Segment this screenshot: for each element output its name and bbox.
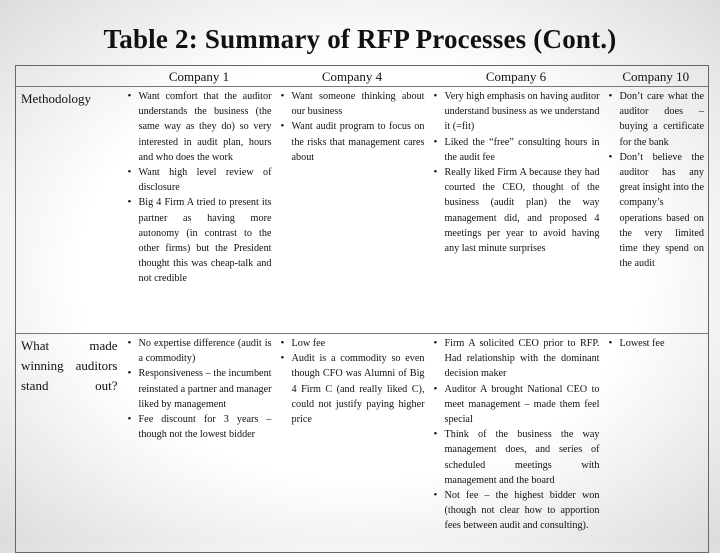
bullet-item: • Not fee – the highest bidder won (though not clear how to apportion fees between audit and consulting). xyxy=(433,488,600,534)
bullet-item: • Low fee xyxy=(280,336,425,351)
bullet-item: • Responsiveness – the incumbent reinstated a partner and manager liked by management xyxy=(127,366,272,412)
header-company-10: Company 10 xyxy=(604,66,709,87)
header-blank xyxy=(16,66,123,87)
header-company-4: Company 4 xyxy=(276,66,429,87)
cell-methodology-company-4 xyxy=(276,87,429,334)
bullet-item: • Don’t care what the auditor does – buying a certificate for the bank xyxy=(608,89,705,150)
header-company-6: Company 6 xyxy=(429,66,604,87)
bullet-item: • Audit is a commodity so even though CFO was Alumni of Big 4 Firm C (and really liked C), could not justify paying higher price xyxy=(280,351,425,427)
bullet-item: • Want comfort that the auditor understands the business (the same way as they do) so very interested in audit plan, hours and who does the work xyxy=(127,89,272,165)
cell-winning-company-4 xyxy=(276,334,429,553)
row-label-winning-auditors: What made winning auditors stand out? xyxy=(21,338,118,393)
cell-winning-company-10 xyxy=(604,334,709,553)
bullet-item: • Want audit program to focus on the risks that management cares about xyxy=(280,119,425,165)
header-company-1: Company 1 xyxy=(123,66,276,87)
row-methodology xyxy=(16,87,709,334)
bullet-item: • Lowest fee xyxy=(608,336,705,351)
bullet-item: • Firm A solicited CEO prior to RFP. Had relationship with the dominant decision maker xyxy=(433,336,600,382)
bullet-item: • Big 4 Firm A tried to present its partner as having more autonomy (in contrast to the other firms) but the President thought this was cheap-talk and not credible xyxy=(127,195,272,286)
slide-title: Table 2: Summary of RFP Processes (Cont.) xyxy=(103,24,617,54)
bullet-item: • Really liked Firm A because they had courted the CEO, thought of the business (audit plan) the way management did, and proposed 4 meetings per year to avoid having any last minute surprises xyxy=(433,165,600,256)
cell-methodology-company-10 xyxy=(604,87,709,334)
rfp-summary-table xyxy=(15,65,709,553)
cell-winning-company-6 xyxy=(429,334,604,553)
header-row xyxy=(16,66,709,87)
bullet-item: • No expertise difference (audit is a commodity) xyxy=(127,336,272,366)
bullet-item: • Want someone thinking about our business xyxy=(280,89,425,119)
bullet-item: • Auditor A brought National CEO to meet management – made them feel special xyxy=(433,382,600,428)
cell-methodology-company-6 xyxy=(429,87,604,334)
bullet-item: • Don’t believe the auditor has any great insight into the company’s operations based on the very limited time they spend on the audit xyxy=(608,150,705,272)
row-label-methodology: Methodology xyxy=(16,87,123,334)
bullet-item: • Fee discount for 3 years – though not the lowest bidder xyxy=(127,412,272,442)
cell-winning-company-1 xyxy=(123,334,276,553)
bullet-item: • Very high emphasis on having auditor understand business as we understand it (=fit) xyxy=(433,89,600,135)
bullet-item: • Want high level review of disclosure xyxy=(127,165,272,195)
row-winning-auditors xyxy=(16,334,709,553)
bullet-item: • Think of the business the way management does, and series of scheduled meetings with management and the board xyxy=(433,427,600,488)
bullet-item: • Liked the “free” consulting hours in the audit fee xyxy=(433,135,600,165)
cell-methodology-company-1 xyxy=(123,87,276,334)
